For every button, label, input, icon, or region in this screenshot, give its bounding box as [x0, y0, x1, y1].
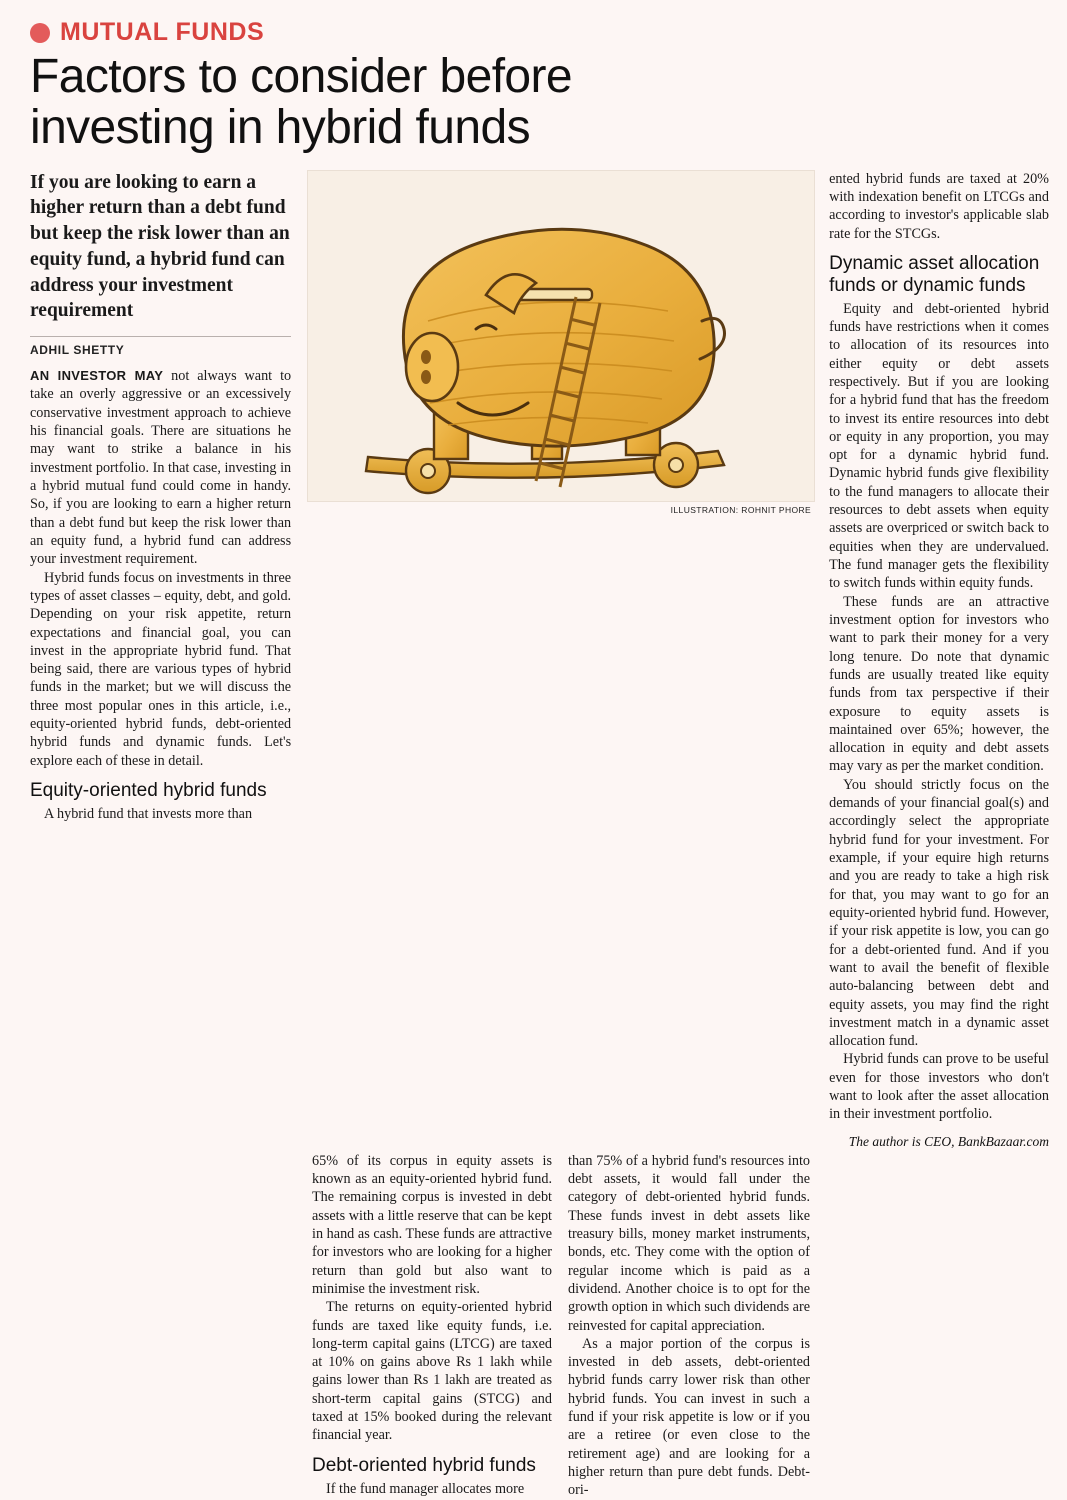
- section-kicker: [30, 18, 1049, 47]
- subheading: Equity-oriented hybrid funds: [30, 780, 267, 801]
- paragraph: As a major portion of the corpus is invested in deb assets, debt-oriented hybrid funds carry lower risk than other hybrid funds. You can invest in such a fund if your risk appetite is low or if you are a retiree (or even close to the retirement age) and are looking for a higher return than pure debt funds. Debt-ori-: [568, 1335, 810, 1499]
- paragraph: 65% of its corpus in equity assets is known as an equity-oriented hybrid fund. The remaining corpus is invested in debt assets with a little reserve that can be kept in hand as cash. These funds are attractive for investors who are looking for a higher return than gold but also want to minimise the investment risk.: [312, 1152, 552, 1297]
- paragraph: Equity and debt-oriented hybrid funds have restrictions when it comes to allocation of its resources into either equity or debt assets respectively. But if you are looking for a hybrid fund that has the freedom to invest its entire resources into debt or equity in any proportion, you may opt for a dynamic hybrid fund. Dynamic hybrid funds give flexibility to the fund managers to allocate their resources to debt assets when equity assets are overpriced or switch back to equities when they are undervalued. The fund manager gets the flexibility to switch funds within equity funds.: [829, 300, 1049, 592]
- illustration-credit: ILLUSTRATION: ROHNIT PHORE: [670, 504, 812, 515]
- paragraph: The returns on equity-oriented hybrid funds are taxed like equity funds, i.e. long-term capital gains (LTCG) are taxed at 10% on gains above Rs 1 lakh while gains lower than Rs 1 lakh are treated as short-term capital gains (STCG) and taxed at 15% booked during the relevant financial year.: [312, 1299, 552, 1444]
- illustration-block: [307, 170, 813, 515]
- illustration-image: [307, 170, 815, 502]
- paragraph: Hybrid funds can prove to be useful even for those investors who don't want to look after the asset allocation in their investment portfolio.: [829, 1051, 1049, 1123]
- column-one: [30, 170, 291, 823]
- kicker-label: MUTUAL FUNDS: [60, 18, 265, 46]
- paragraph: Hybrid funds focus on investments in three types of asset classes – equity, debt, and gold. Depending on your risk appetite, return expectations and financial goal, you can invest in the appropriate hybrid fund. That being said, there are various types of hybrid funds in the market; but we will discuss the three most popular ones in this article, i.e., equity-oriented hybrid funds, debt-oriented hybrid funds and dynamic funds. Let's explore each of these in detail.: [30, 569, 292, 769]
- paragraph: These funds are an attractive investment option for investors who want to park their money for a very long tenure. Do note that dynamic funds are usually treated like equity funds from tax perspective if their exposure to equity assets is maintained over 65%; however, the allocation in equity and debt assets may vary as per the market condition.: [829, 593, 1049, 775]
- top-row: [30, 170, 1049, 1150]
- column-three: [568, 1152, 810, 1500]
- bottom-row: [30, 1152, 1049, 1500]
- subheading: Dynamic asset allocation funds or dynamic funds: [829, 252, 1040, 296]
- paragraph: ented hybrid funds are taxed at 20% with indexation benefit on LTCGs and according to investor's applicable slab rate for the STCGs.: [829, 170, 1049, 242]
- paragraph: [30, 367, 291, 568]
- standfirst: If you are looking to earn a higher return than a debt fund but keep the risk lower than an equity fund, a hybrid fund can address your investment requirement: [30, 171, 290, 322]
- bullet-dot-icon: [30, 23, 50, 43]
- paragraph: You should strictly focus on the demands of your financial goal(s) and accordingly select the appropriate hybrid fund for your investment. For example, if your equire high returns and you are ready to take a high risk for that, you may want to go for an equity-oriented hybrid fund. However, if your risk appetite is low, you can go for a debt-oriented fund. And if you want to avail the benefit of flexible auto-balancing between debt and equity assets, you may find the right investment match in a dynamic asset allocation fund.: [829, 776, 1049, 1050]
- page-title: Factors to consider before investing in hybrid funds: [30, 50, 573, 155]
- paragraph: If the fund manager allocates more: [326, 1480, 525, 1497]
- paragraph: than 75% of a hybrid fund's resources into debt assets, it would fall under the category of debt-oriented hybrid funds. These funds invest in debt assets like treasury bills, money market instruments, bonds, etc. They come with the option of regular income which is paid as a dividend. Another choice is to opt for the growth option in which such dividends are reinvested for capital appreciation.: [568, 1152, 810, 1334]
- column-four: [829, 170, 1049, 1150]
- divider: [30, 336, 291, 337]
- byline: ADHIL SHETTY: [30, 343, 125, 358]
- column-two: [312, 1152, 552, 1498]
- lead-in-bold: AN INVESTOR MAY: [30, 368, 164, 384]
- paragraph-text: not always want to take an overly aggressive or an excessively conservative investment approach to achieve his financial goals. There are situations he may want to strike a balance in his investment portfolio. In that case, investing in a hybrid mutual fund could come in handy. So, if you are looking to earn a higher return than a debt fund but keep the risk lower than an equity fund, a hybrid fund can address your investment requirement.: [30, 368, 292, 568]
- paragraph: A hybrid fund that invests more than: [44, 805, 253, 822]
- subheading: Debt-oriented hybrid funds: [312, 1454, 536, 1476]
- author-note: The author is CEO, BankBazaar.com: [848, 1133, 1049, 1149]
